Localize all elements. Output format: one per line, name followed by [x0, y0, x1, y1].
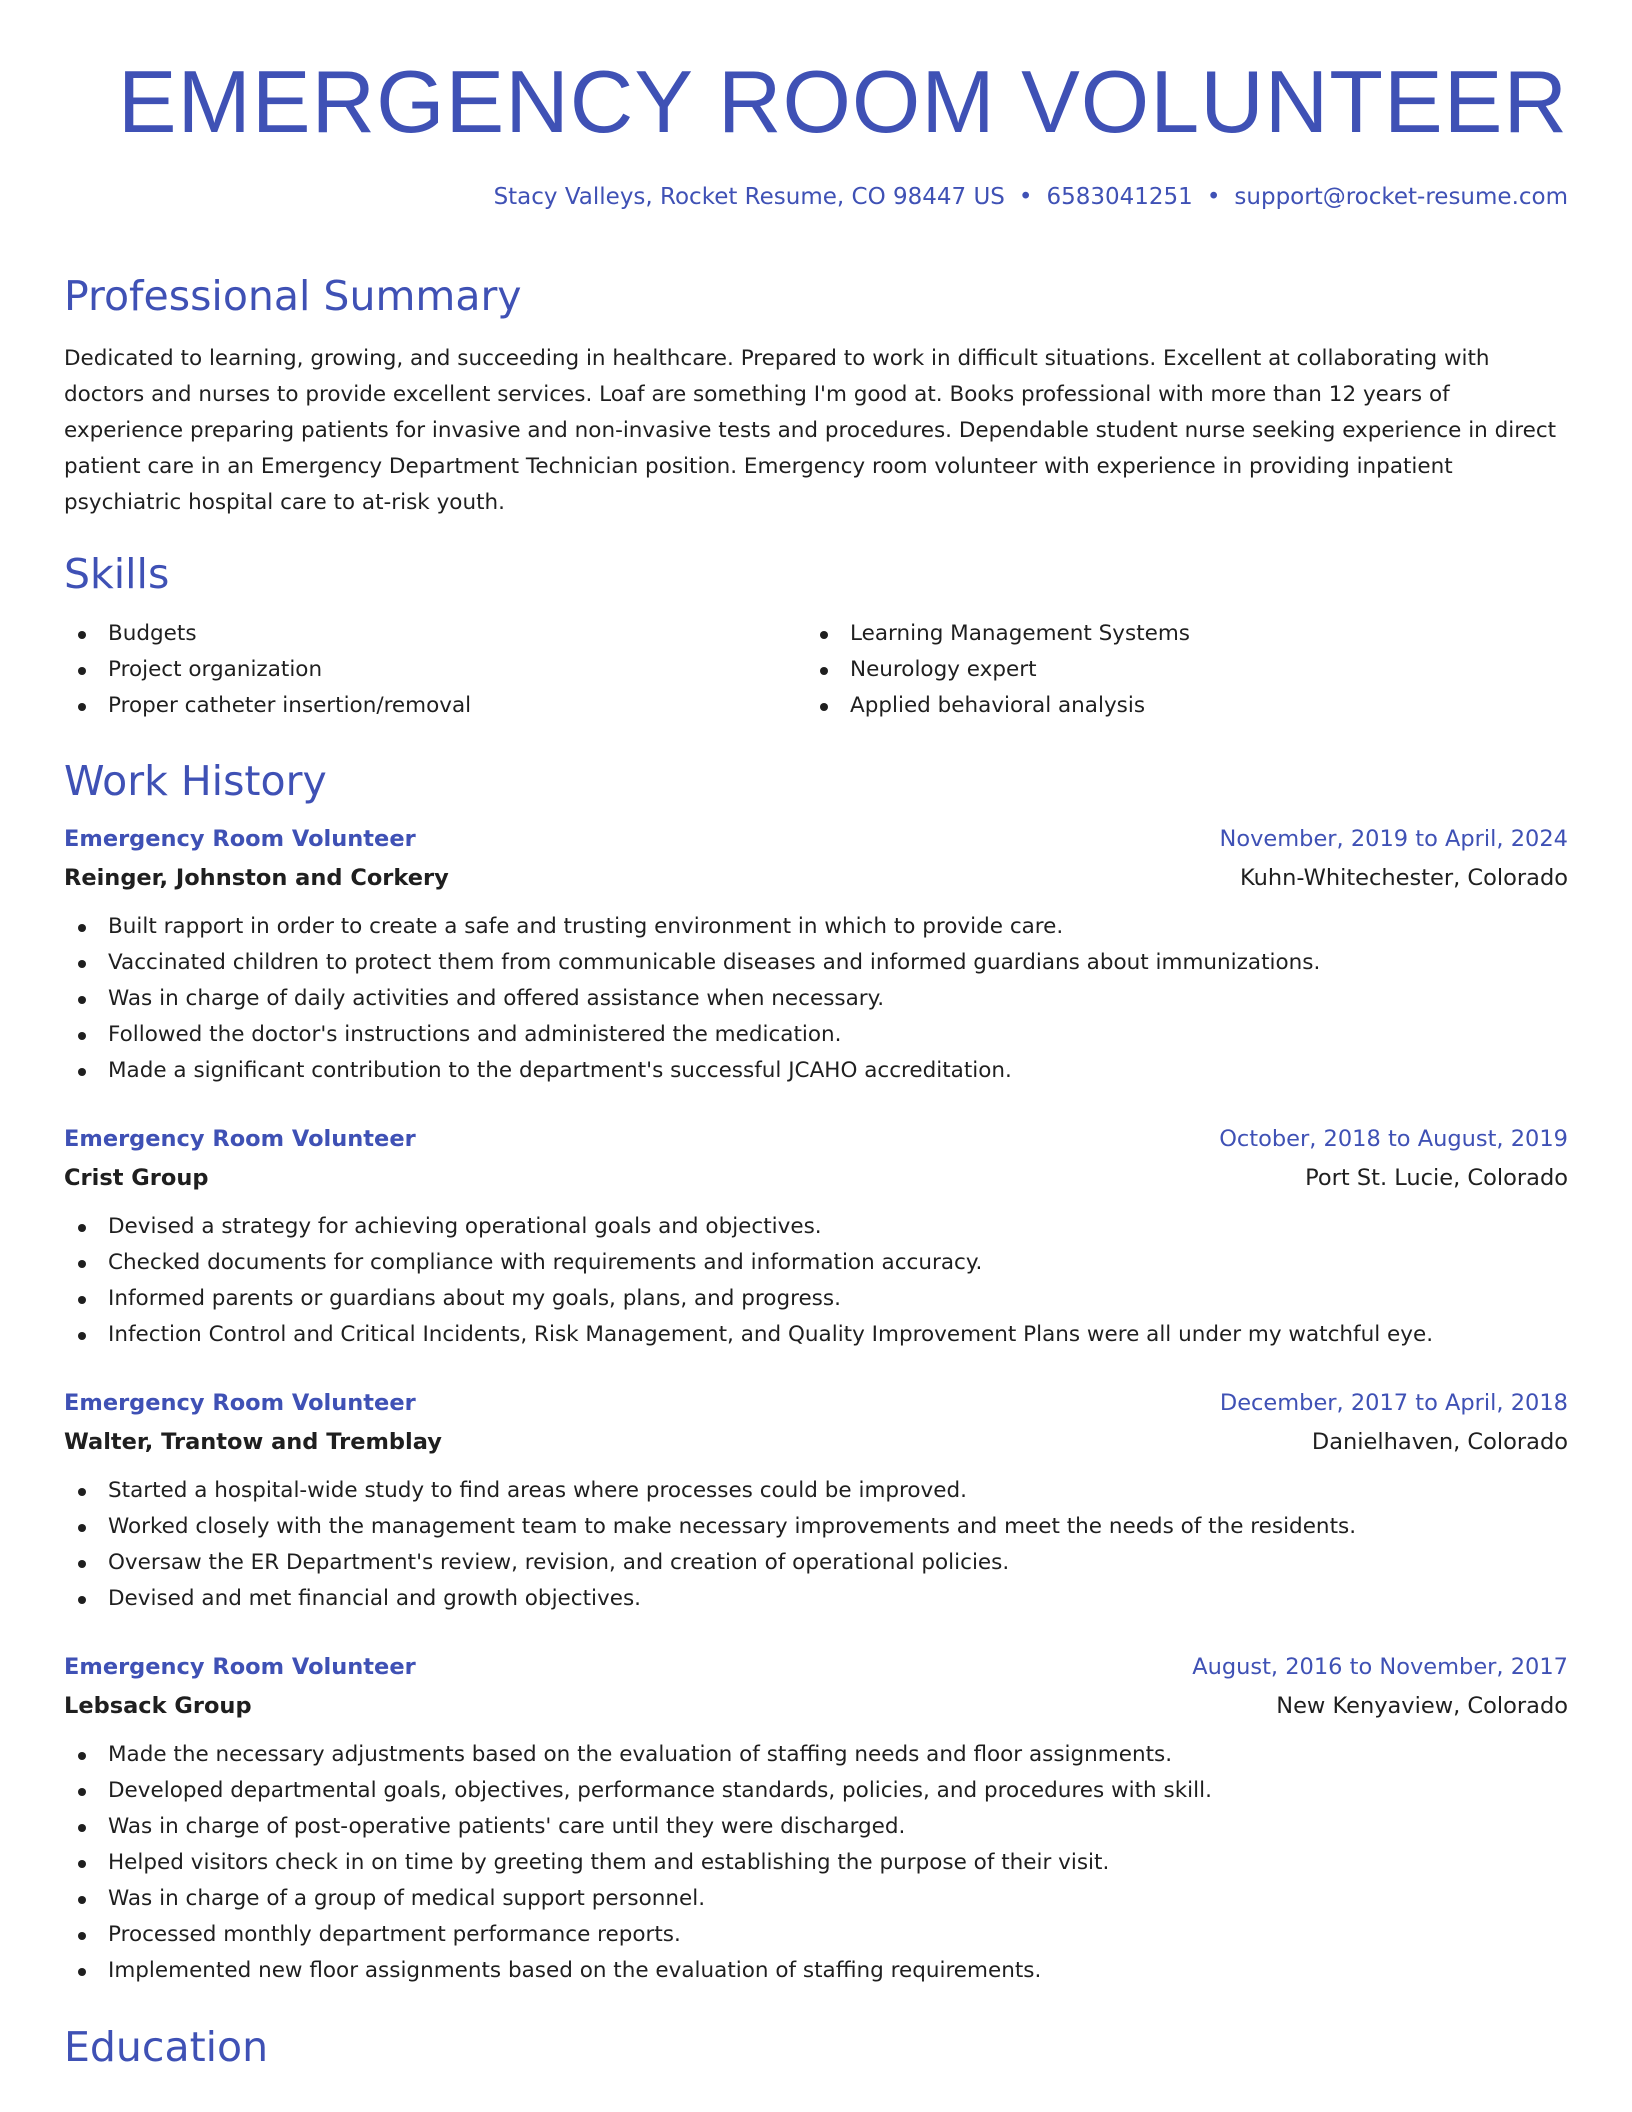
contact-separator: •: [1018, 184, 1033, 210]
job-entry: [64, 1386, 1568, 1617]
contact-email: support@rocket-resume.com: [1234, 184, 1568, 210]
resume-name-heading: EMERGENCY ROOM VOLUNTEER: [117, 52, 1568, 151]
contact-address: Stacy Valleys, Rocket Resume, CO 98447 US: [493, 184, 1005, 210]
job-title: Emergency Room Volunteer: [64, 826, 416, 852]
job-bullet: Devised and met financial and growth objectives.: [64, 1581, 1568, 1617]
skill-item: Proper catheter insertion/removal: [64, 688, 806, 724]
job-bullet: Was in charge of post-operative patients' care until they were discharged.: [64, 1809, 1568, 1845]
skills-list: [64, 616, 1568, 724]
job-company: Reinger, Johnston and Corkery: [64, 865, 449, 891]
summary-heading: Professional Summary: [64, 272, 522, 320]
skills-column-left: [64, 616, 806, 724]
job-bullet: Followed the doctor's instructions and administered the medication.: [64, 1017, 1568, 1053]
job-company: Lebsack Group: [64, 1693, 252, 1719]
job-location: New Kenyaview, Colorado: [1276, 1693, 1568, 1719]
job-dates: December, 2017 to April, 2018: [1219, 1390, 1568, 1416]
job-company: Crist Group: [64, 1165, 209, 1191]
job-company: Walter, Trantow and Tremblay: [64, 1429, 442, 1455]
job-location: Kuhn-Whitechester, Colorado: [1239, 865, 1568, 891]
job-location: Danielhaven, Colorado: [1311, 1429, 1568, 1455]
skill-item: Learning Management Systems: [806, 616, 1548, 652]
job-bullet: Implemented new floor assignments based on the evaluation of staffing requirements.: [64, 1953, 1568, 1989]
skills-column-right: [806, 616, 1548, 724]
job-bullet: Vaccinated children to protect them from communicable diseases and informed guardians about immunizations.: [64, 945, 1568, 981]
job-bullet: Made the necessary adjustments based on the evaluation of staffing needs and floor assignments.: [64, 1737, 1568, 1773]
contact-separator: •: [1206, 184, 1221, 210]
summary-text: Dedicated to learning, growing, and succeeding in healthcare. Prepared to work in difficult situations. Excellent at collaborating with doctors and nurses to provide excellent services. Loaf are something I'm good at. Books professional with more than 12 years of experience preparing patients for invasive and non-invasive tests and procedures. Dependable student nurse seeking experience in direct patient care in an Emergency Department Technician position. Emergency room volunteer with experience in providing inpatient psychiatric hospital care to at-risk youth.: [64, 346, 1557, 515]
job-bullet: Informed parents or guardians about my goals, plans, and progress.: [64, 1281, 1568, 1317]
job-title: Emergency Room Volunteer: [64, 1390, 416, 1416]
job-bullet: Checked documents for compliance with requirements and information accuracy.: [64, 1245, 1568, 1281]
job-bullet: Developed departmental goals, objectives, performance standards, policies, and procedures with skill.: [64, 1773, 1568, 1809]
job-bullets: [64, 1209, 1568, 1353]
resume-page: [64, 0, 1568, 2073]
skill-item: Applied behavioral analysis: [806, 688, 1548, 724]
job-bullet: Worked closely with the management team to make necessary improvements and meet the needs of the residents.: [64, 1509, 1568, 1545]
job-entry: [64, 1122, 1568, 1353]
work-history-heading: Work History: [64, 757, 327, 805]
skill-item: Neurology expert: [806, 652, 1548, 688]
job-bullet: Was in charge of daily activities and offered assistance when necessary.: [64, 981, 1568, 1017]
job-bullet: Started a hospital-wide study to find areas where processes could be improved.: [64, 1473, 1568, 1509]
job-bullet: Helped visitors check in on time by greeting them and establishing the purpose of their visit.: [64, 1845, 1568, 1881]
contact-phone: 6583041251: [1046, 184, 1193, 210]
job-dates: November, 2019 to April, 2024: [1219, 826, 1568, 852]
job-bullet: Infection Control and Critical Incidents, Risk Management, and Quality Improvement Plans were all under my watchful eye.: [64, 1317, 1568, 1353]
job-bullets: [64, 1737, 1568, 1989]
job-title: Emergency Room Volunteer: [64, 1126, 416, 1152]
job-title: Emergency Room Volunteer: [64, 1654, 416, 1680]
skill-item: Project organization: [64, 652, 806, 688]
job-dates: August, 2016 to November, 2017: [1192, 1654, 1568, 1680]
job-bullet: Built rapport in order to create a safe and trusting environment in which to provide care.: [64, 909, 1568, 945]
job-bullets: [64, 909, 1568, 1089]
job-dates: October, 2018 to August, 2019: [1219, 1126, 1568, 1152]
contact-line: [64, 182, 1568, 212]
job-entry: [64, 1650, 1568, 1989]
job-bullet: Made a significant contribution to the department's successful JCAHO accreditation.: [64, 1053, 1568, 1089]
job-bullet: Devised a strategy for achieving operational goals and objectives.: [64, 1209, 1568, 1245]
job-bullet: Processed monthly department performance reports.: [64, 1917, 1568, 1953]
skills-heading: Skills: [64, 550, 170, 598]
job-bullet: Was in charge of a group of medical support personnel.: [64, 1881, 1568, 1917]
job-bullet: Oversaw the ER Department's review, revision, and creation of operational policies.: [64, 1545, 1568, 1581]
job-entry: [64, 822, 1568, 1089]
job-location: Port St. Lucie, Colorado: [1305, 1165, 1568, 1191]
education-heading: Education: [64, 2023, 269, 2071]
skill-item: Budgets: [64, 616, 806, 652]
job-bullets: [64, 1473, 1568, 1617]
